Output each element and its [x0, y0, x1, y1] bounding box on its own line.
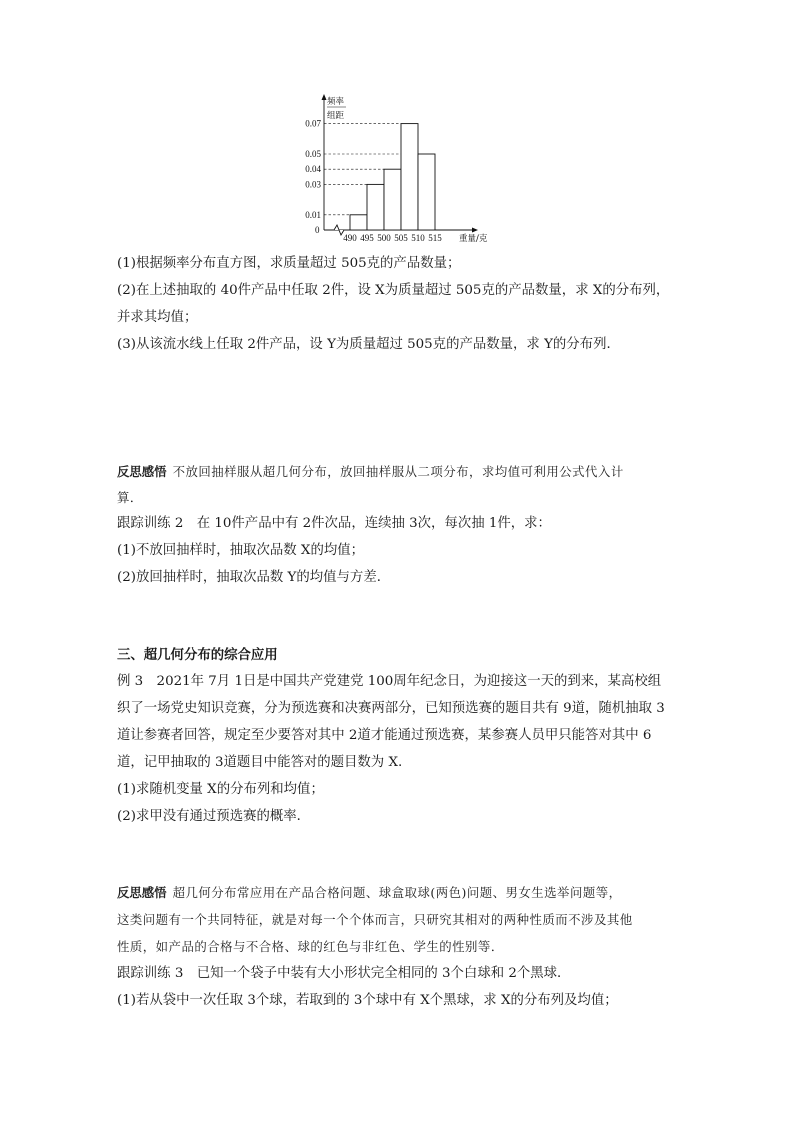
histogram-bar: [401, 124, 418, 230]
x-axis-arrow: [472, 228, 478, 233]
y-tick-label: 0.07: [305, 118, 321, 129]
histogram-bars: [350, 124, 435, 230]
y-tick-label: 0.04: [305, 164, 321, 175]
training-2-q1: (1)不放回抽样时，抽取次品数 X的均值；: [117, 543, 365, 558]
section-3-heading: 三、超几何分布的综合应用: [117, 647, 278, 663]
y-axis-arrow: [322, 94, 327, 100]
x-tick-label: 510: [411, 233, 425, 243]
y-tick-labels: [305, 119, 321, 220]
origin-label: 0: [315, 225, 320, 235]
reflection-1-line-2: 算．: [117, 490, 143, 505]
x-tick-labels: [343, 233, 442, 243]
reflection-2-text: 超几何分布常应用在产品合格问题、球盒取球(两色)问题、男女生选举问题等，: [172, 885, 622, 900]
y-tick-label: 0.03: [305, 179, 321, 190]
x-tick-label: 490: [343, 233, 357, 243]
frequency-histogram: [300, 94, 500, 244]
reflection-1-text: 不放回抽样服从超几何分布，放回抽样服从二项分布，求均值可利用公式代入计: [172, 464, 624, 479]
y-tick-label: 0.05: [305, 149, 321, 159]
y-label-bottom: 组距: [327, 111, 345, 121]
y-tick-label: 0.01: [305, 209, 321, 220]
training-3-q1: (1)若从袋中一次任取 3个球，若取到的 3个球中有 X个黑球，求 X的分布列及均值；: [117, 993, 618, 1008]
reflection-1-tag: 反思感悟: [117, 464, 167, 479]
histogram-bar: [418, 154, 435, 230]
histogram-bar: [367, 184, 384, 230]
x-tick-label: 515: [428, 233, 442, 243]
question-1: (1)根据频率分布直方图，求质量超过 505克的产品数量；: [117, 256, 461, 271]
example-3-line-1: 例 3 2021年 7月 1日是中国共产党建党 100周年纪念日，为迎接这一天的到来，某高校组: [117, 674, 662, 689]
reflection-2-line-2: 这类问题有一个共同特征，就是对每一个个体而言，只研究其相对的两种性质而不涉及其他: [117, 912, 633, 927]
example-3-q1: (1)求随机变量 X的分布列和均值；: [117, 782, 324, 797]
x-axis-label: 重量/克: [459, 234, 488, 244]
training-3-title: 跟踪训练 3 已知一个袋子中装有大小形状完全相同的 3个白球和 2个黑球．: [117, 966, 571, 981]
y-label-top: 频率: [327, 97, 345, 107]
reflection-2-line-3: 性质，如产品的合格与不合格、球的红色与非红色、学生的性别等．: [117, 939, 504, 954]
x-tick-label: 500: [377, 233, 391, 243]
question-3: (3)从该流水线上任取 2件产品，设 Y为质量超过 505克的产品数量，求 Y的分布列．: [117, 337, 620, 352]
reflection-2-line-1: [117, 884, 622, 902]
training-2-q2: (2)放回抽样时，抽取次品数 Y的均值与方差．: [117, 570, 391, 585]
example-3-line-4: 道，记甲抽取的 3道题目中能答对的题目数为 X.: [117, 755, 403, 770]
x-tick-label: 495: [360, 233, 374, 243]
example-3-line-3: 道让参赛者回答，规定至少要答对其中 2道才能通过预选赛，某参赛人员甲只能答对其中 6: [117, 728, 652, 743]
question-2-line-2: 并求其均值；: [117, 310, 198, 325]
histogram-bar: [384, 169, 401, 230]
reflection-1-line-1: [117, 463, 624, 481]
question-2-line-1: (2)在上述抽取的 40件产品中任取 2件，设 X为质量超过 505克的产品数量，求 X的分布列，: [117, 283, 670, 298]
reflection-2-tag: 反思感悟: [117, 885, 167, 900]
x-tick-label: 505: [394, 233, 408, 243]
example-3-line-2: 织了一场党史知识竞赛，分为预选赛和决赛两部分，已知预选赛的题目共有 9道，随机抽取 3: [117, 701, 665, 716]
training-2-title: 跟踪训练 2 在 10件产品中有 2件次品，连续抽 3次，每次抽 1件，求：: [117, 516, 551, 531]
histogram-bar: [350, 215, 367, 230]
example-3-q2: (2)求甲没有通过预选赛的概率．: [117, 809, 311, 824]
